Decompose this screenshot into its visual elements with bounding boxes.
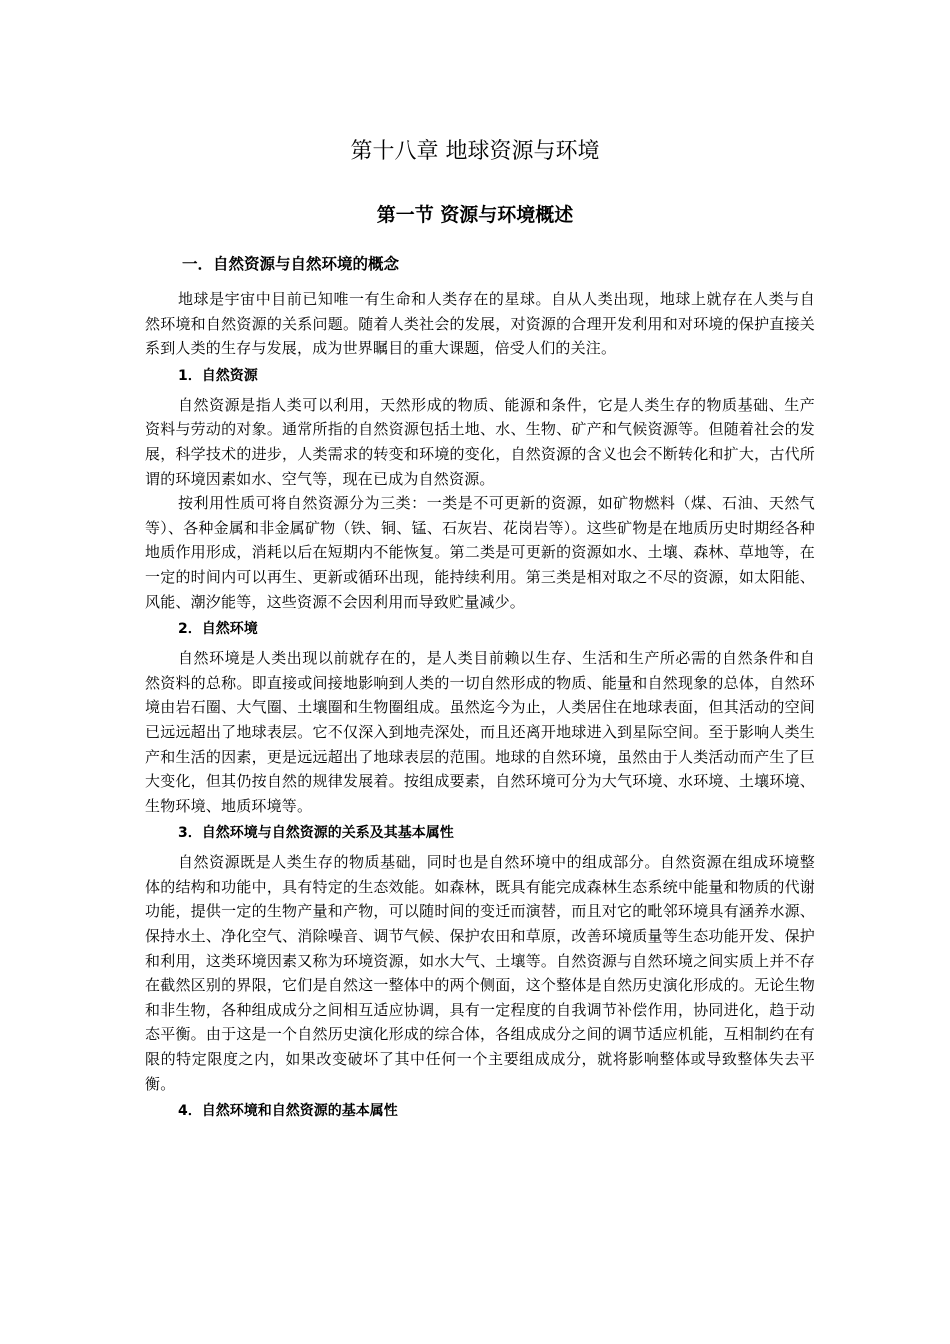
natural-resources-paragraph-1: 自然资源是指人类可以利用，天然形成的物质、能源和条件，它是人类生存的物质基础、生产资料与劳动的对象。通常所指的自然资源包括土地、水、生物、矿产和气候资源等。但随着社会的发展，科学技术的进步，人类需求的转变和环境的变化，自然资源的含义也会不断转化和扩大，古代所谓的环境因素如水、空气等，现在已成为自然资源。 — [145, 395, 815, 488]
chapter-title: 第十八章 地球资源与环境 — [350, 139, 600, 164]
subsection-heading-natural-resources: 1．自然资源 — [178, 367, 258, 384]
relationship-paragraph: 自然资源既是人类生存的物质基础，同时也是自然环境中的组成部分。自然资源在组成环境整体的结构和功能中，具有特定的生态效能。如森林，既具有能完成森林生态系统中能量和物质的代谢功能，提供一定的生物产量和产物，可以随时间的变迁而演替，而且对它的毗邻环境具有涵养水源、保持水土、净化空气、消除噪音、调节气候、保护农田和草原，改善环境质量等生态功能开发、保护和利用，这类环境因素又称为环境资源，如水大气、土壤等。自然资源与自然环境之间实质上并不存在截然区别的界限，它们是自然这一整体中的两个侧面，这个整体是自然历史演化形成的。无论生物和非生物，各种组成成分之间相互适应协调，具有一定程度的自我调节补偿作用，协同进化，趋于动态平衡。由于这是一个自然历史演化形成的综合体，各组成成分之间的调节适应机能，互相制约在有限的特定限度之内，如果改变破坏了其中任何一个主要组成成分，就将影响整体或导致整体失去平衡。 — [145, 853, 815, 1093]
document-body — [145, 287, 815, 1128]
subsection-heading-relationship: 3．自然环境与自然资源的关系及其基本属性 — [178, 825, 454, 842]
subsection-heading-basic-attributes: 4．自然环境和自然资源的基本属性 — [178, 1103, 398, 1120]
natural-environment-paragraph: 自然环境是人类出现以前就存在的，是人类目前赖以生存、生活和生产所必需的自然条件和自然资料的总称。即直接或间接地影响到人类的一切自然形成的物质、能量和自然现象的总体，自然环境由岩石圈、大气圈、土壤圈和生物圈组成。虽然迄今为止，人类居住在地球表面，但其活动的空间已远远超出了地球表层。它不仅深入到地壳深处，而且还离开地球进入到星际空间。至于影响人类生产和生活的因素，更是远远超出了地球表层的范围。地球的自然环境，虽然由于人类活动而产生了巨大变化，但其仍按自然的规律发展着。按组成要素，自然环境可分为大气环境、水环境、土壤环境、生物环境、地质环境等。 — [145, 649, 815, 815]
section-title: 第一节 资源与环境概述 — [376, 204, 574, 226]
subsection-heading-natural-environment: 2．自然环境 — [178, 621, 258, 638]
part-heading: 一．自然资源与自然环境的概念 — [182, 255, 400, 273]
natural-resources-paragraph-2: 按利用性质可将自然资源分为三类：一类是不可更新的资源，如矿物燃料（煤、石油、天然气等）、各种金属和非金属矿物（铁、铜、锰、石灰岩、花岗岩等）。这些矿物是在地质历史时期经各种地质作用形成，消耗以后在短期内不能恢复。第二类是可更新的资源如水、土壤、森林、草地等，在一定的时间内可以再生、更新或循环出现，能持续利用。第三类是相对取之不尽的资源，如太阳能、风能、潮汐能等，这些资源不会因利用而导致贮量减少。 — [145, 494, 815, 611]
intro-paragraph: 地球是宇宙中目前已知唯一有生命和人类存在的星球。自从人类出现，地球上就存在人类与自然环境和自然资源的关系问题。随着人类社会的发展，对资源的合理开发利用和对环境的保护直接关系到人类的生存与发展，成为世界瞩目的重大课题，倍受人们的关注。 — [145, 290, 815, 358]
